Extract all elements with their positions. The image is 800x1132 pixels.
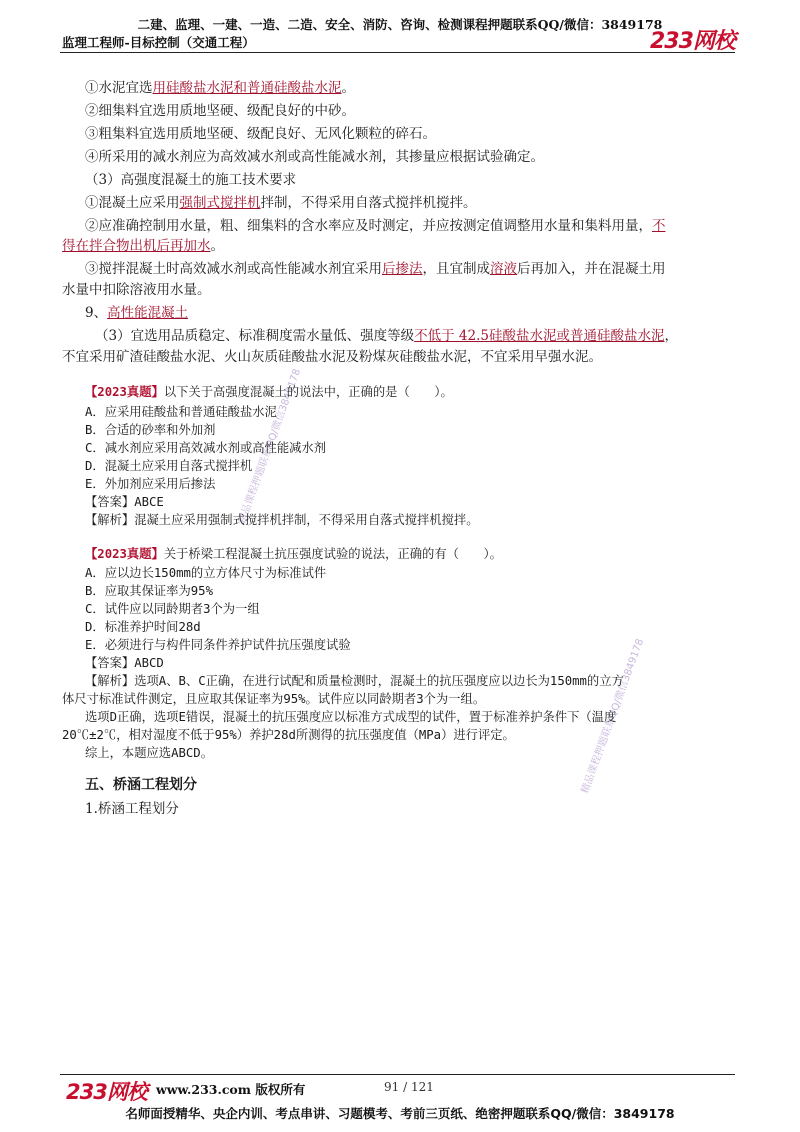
footer-contact-line: 名师面授精华、央企内训、考点串讲、习题模考、考前三页纸、绝密押题联系QQ/微信：3849178 <box>125 1106 675 1121</box>
question-1-answer: 【答案】ABCE <box>85 495 164 509</box>
watermark-text: 精品课程押题联系QQ/微信3849178 <box>236 367 304 526</box>
question-1-stem: 【2023真题】以下关于高强度混凝土的说法中，正确的是（ ）。 <box>85 385 453 399</box>
highlight: 不 <box>652 218 666 234</box>
question-2-option-e: E．必须进行与构件同条件养护试件抗压强度试验 <box>85 638 351 652</box>
question-1-option-a: A．应采用硅酸盐和普通硅酸盐水泥 <box>85 405 277 419</box>
highlight: 高性能混凝土 <box>107 305 189 321</box>
footer-divider <box>60 1074 735 1075</box>
question-2-analysis: 【解析】选项A、B、C正确，在进行试配和质量检测时，混凝土的抗压强度应以边长为150mm的立方 <box>85 674 624 688</box>
question-2-option-b: B．应取其保证率为95% <box>85 584 213 598</box>
question-2-analysis-cont: 选项D正确，选项E错误，混凝土的抗压强度应以标准方式成型的试件，置于标准养护条件下（温度 <box>85 710 617 724</box>
question-1-option-d: D．混凝土应采用自落式搅拌机 <box>85 459 253 473</box>
watermark-text: 精品课程押题联系QQ/微信3849178 <box>579 637 647 796</box>
highlight: 不低于 42.5硅酸盐水泥或普通硅酸盐水泥 <box>414 328 665 344</box>
footer-url: www.233.com 版权所有 <box>156 1082 306 1097</box>
document-subtitle: 监理工程师-目标控制（交通工程） <box>62 35 255 50</box>
heading-high-performance-concrete: 9、高性能混凝土 <box>85 305 189 321</box>
header-divider <box>60 52 735 53</box>
question-2-option-c: C．试件应以同龄期者3个为一组 <box>85 602 260 616</box>
question-2-option-a: A．应以边长150mm的立方体尺寸为标准试件 <box>85 566 327 580</box>
highlight: 溶液 <box>490 261 517 277</box>
header-contact-line: 二建、监理、一建、一造、二造、安全、消防、咨询、检测课程押题联系QQ/微信：3849178 <box>137 17 663 32</box>
question-1-option-b: B．合适的砂率和外加剂 <box>85 423 216 437</box>
question-1-option-c: C．减水剂应采用高效减水剂或高性能减水剂 <box>85 441 327 455</box>
question-2-answer: 【答案】ABCD <box>85 656 164 670</box>
paragraph-cement-selection-cont: 不宜采用矿渣硅酸盐水泥、火山灰质硅酸盐水泥及粉煤灰硅酸盐水泥，不宜采用早强水泥。 <box>62 349 602 365</box>
paragraph-cement: ①水泥宜选用硅酸盐水泥和普通硅酸盐水泥。 <box>85 80 355 96</box>
question-2-analysis-cont: 体尺寸标准试件测定，且应取其保证率为95%。试件应以同龄期者3个为一组。 <box>62 692 486 706</box>
page-number: 91 / 121 <box>384 1080 434 1094</box>
exam-tag: 【2023真题】 <box>85 547 164 561</box>
section-title: 五、桥涵工程划分 <box>85 777 197 793</box>
highlight: 得在拌合物出机后再加水 <box>62 238 211 254</box>
highlight: 后掺法 <box>382 261 423 277</box>
paragraph-mixer: ①混凝土应采用强制式搅拌机拌制，不得采用自落式搅拌机搅拌。 <box>85 195 477 211</box>
highlight: 用硅酸盐水泥和普通硅酸盐水泥 <box>152 80 342 96</box>
paragraph-admixture: ③搅拌混凝土时高效减水剂或高性能减水剂宜采用后掺法，且宜制成溶液后再加入，并在混凝土用 <box>85 261 666 277</box>
question-2-analysis-cont: 20℃±2℃，相对湿度不低于95%）养护28d所测得的抗压强度值（MPa）进行评定。 <box>62 728 515 742</box>
paragraph-cement-selection: （3）宜选用品质稳定、标准稠度需水量低、强度等级不低于 42.5硅酸盐水泥或普通硅酸盐水泥， <box>95 328 678 344</box>
paragraph-coarse-aggregate: ③粗集料宜选用质地坚硬、级配良好、无风化颗粒的碎石。 <box>85 126 436 142</box>
exam-tag: 【2023真题】 <box>85 385 164 399</box>
paragraph-water-control-cont: 得在拌合物出机后再加水。 <box>62 238 224 254</box>
paragraph-water-control: ②应准确控制用水量，粗、细集料的含水率应及时测定，并应按测定值调整用水量和集料用量，不 <box>85 218 666 234</box>
section-subtitle: 1.桥涵工程划分 <box>85 801 179 817</box>
question-2-option-d: D．标准养护时间28d <box>85 620 201 634</box>
paragraph-water-reducer: ④所采用的减水剂应为高效减水剂或高性能减水剂，其掺量应根据试验确定。 <box>85 149 544 165</box>
question-2-stem: 【2023真题】关于桥梁工程混凝土抗压强度试验的说法，正确的有（ ）。 <box>85 547 502 561</box>
heading-construction-requirements: （3）高强度混凝土的施工技术要求 <box>85 172 297 188</box>
highlight: 强制式搅拌机 <box>179 195 261 211</box>
question-1-option-e: E．外加剂应采用后掺法 <box>85 477 216 491</box>
question-1-analysis: 【解析】混凝土应采用强制式搅拌机拌制，不得采用自落式搅拌机搅拌。 <box>85 513 479 527</box>
question-2-conclusion: 综上，本题应选ABCD。 <box>85 746 213 760</box>
footer-logo: 233网校 <box>66 1080 147 1104</box>
brand-logo: 233网校 <box>650 29 735 54</box>
paragraph-fine-aggregate: ②细集料宜选用质地坚硬、级配良好的中砂。 <box>85 103 355 119</box>
paragraph-admixture-cont: 水量中扣除溶液用水量。 <box>62 282 211 298</box>
